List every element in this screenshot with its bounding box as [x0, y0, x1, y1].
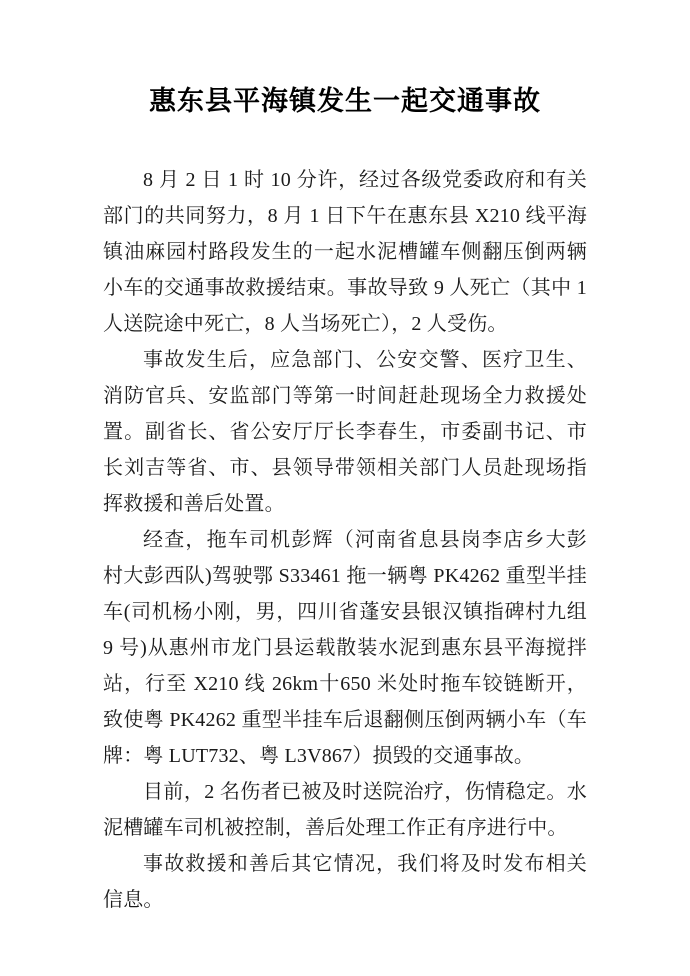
- paragraph-current-status: 目前，2 名伤者已被及时送院治疗，伤情稳定。水泥槽罐车司机被控制，善后处理工作正有序进行中。: [103, 781, 587, 839]
- paragraph-followup-notice: 事故救援和善后其它情况，我们将及时发布相关信息。: [103, 853, 587, 911]
- document-body: [103, 162, 587, 918]
- document-title: 惠东县平海镇发生一起交通事故: [149, 86, 541, 116]
- paragraph-rescue-response: 事故发生后，应急部门、公安交警、医疗卫生、消防官兵、安监部门等第一时间赶赴现场全力救援处置。副省长、省公安厅厅长李春生，市委副书记、市长刘吉等省、市、县领导带领相关部门人员赴现场指挥救援和善后处置。: [103, 349, 587, 515]
- paragraph-investigation-details: 经查，拖车司机彭辉（河南省息县岗李店乡大彭村大彭西队)驾驶鄂 S33461 拖一辆粤 PK4262 重型半挂车(司机杨小刚，男，四川省蓬安县银汉镇指碑村九组 9 号)从惠州市龙门县运载散装水泥到惠东县平海搅拌站，行至 X210 线 26km十650 米处时拖车铰链断开，致使粤 PK4262 重型半挂车后退翻侧压倒两辆小车（车牌：粤 LUT732、粤 L3V867）损毁的交通事故。: [103, 529, 587, 767]
- paragraph-accident-summary: 8 月 2 日 1 时 10 分许，经过各级党委政府和有关部门的共同努力，8 月 1 日下午在惠东县 X210 线平海镇油麻园村路段发生的一起水泥槽罐车侧翻压倒两辆小车的交通事故救援结束。事故导致 9 人死亡（其中 1 人送院途中死亡，8 人当场死亡），2 人受伤。: [103, 169, 587, 335]
